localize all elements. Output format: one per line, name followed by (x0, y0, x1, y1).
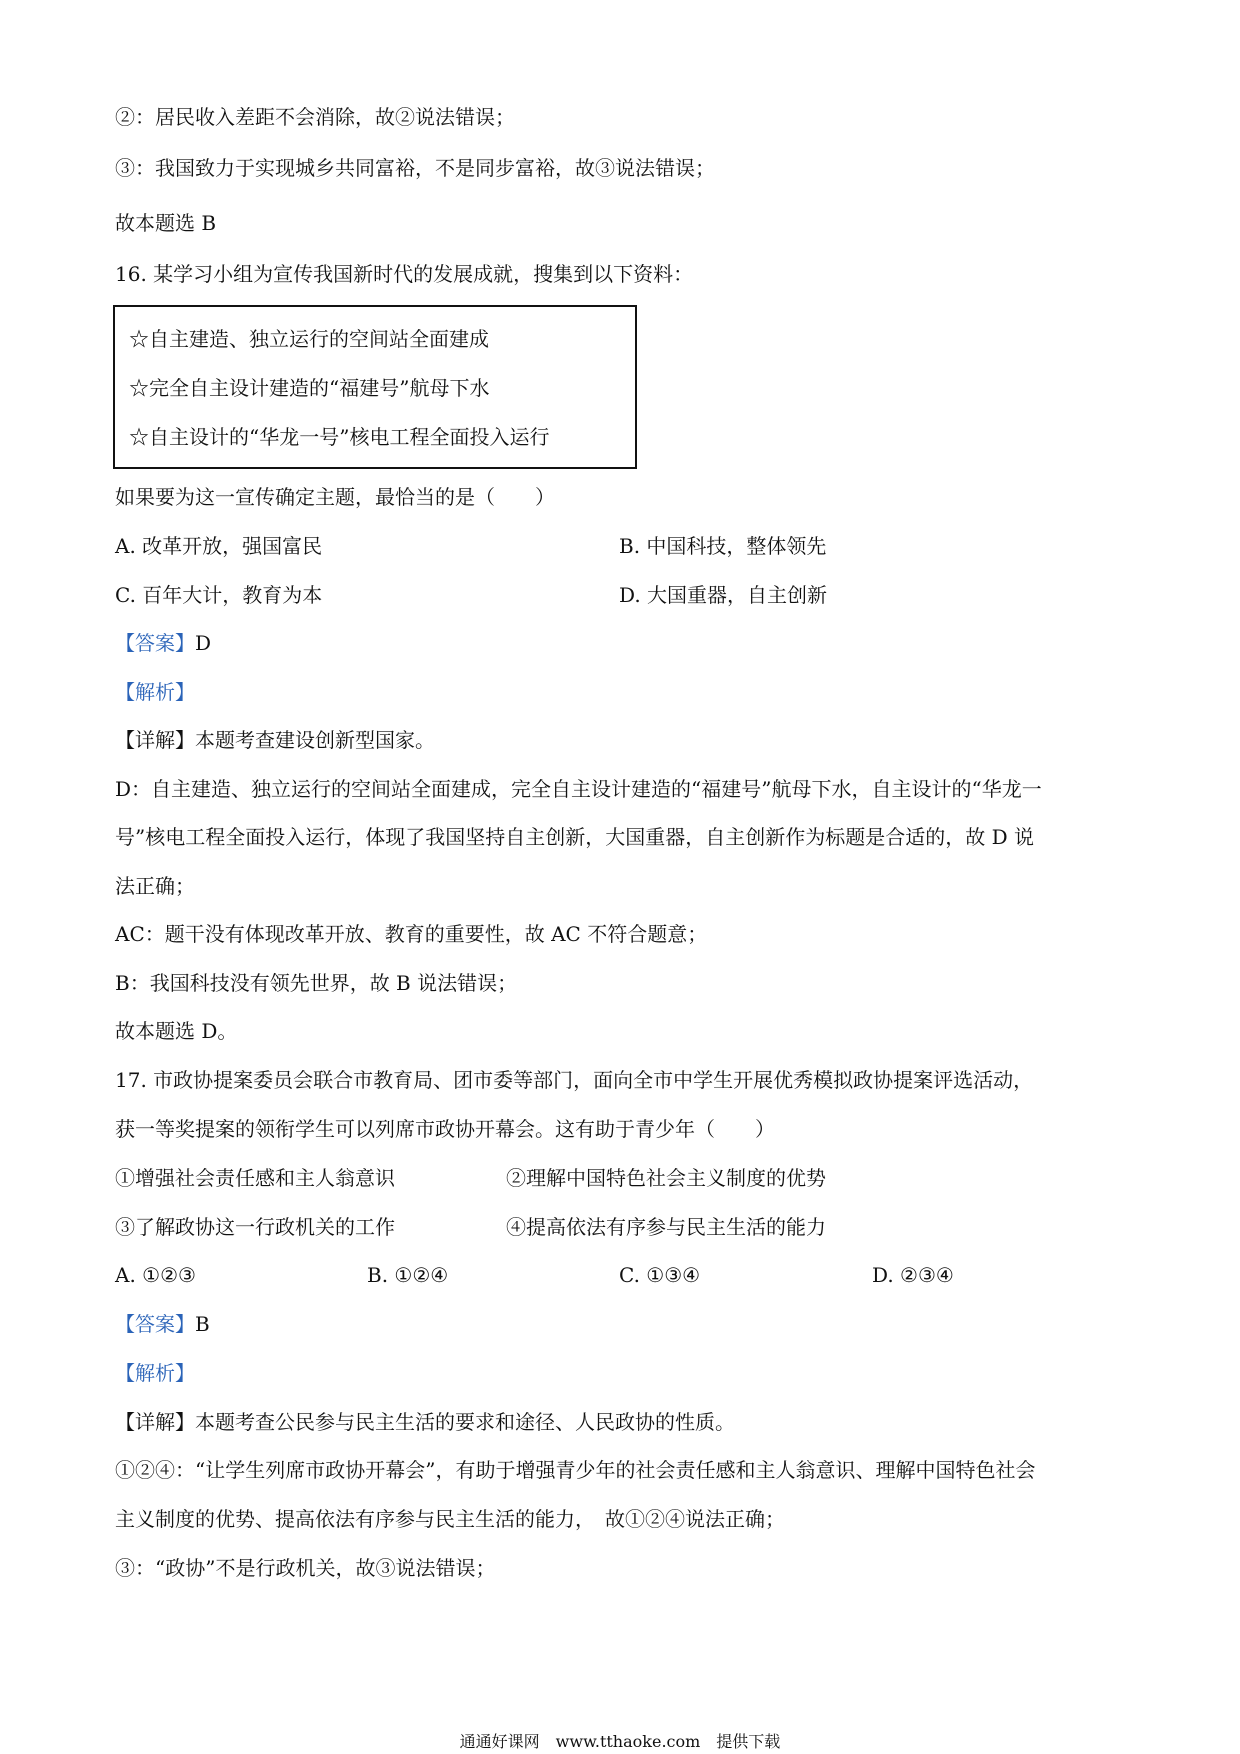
detail-text: 本题考查建设创新型国家。 (195, 728, 435, 752)
q17-option-c: C. ①③④ (619, 1263, 701, 1287)
text-line-3: 故本题选 B (115, 211, 217, 235)
q17-option-a: A. ①②③ (115, 1263, 196, 1287)
detail-text: 本题考查公民参与民主生活的要求和途径、人民政协的性质。 (195, 1410, 735, 1434)
q17-explanation-line: ①②④：“让学生列席市政协开幕会”，有助于增强青少年的社会责任感和主人翁意识、理解中国特色社会 (115, 1458, 1036, 1482)
q16-option-d: D. 大国重器，自主创新 (619, 583, 828, 607)
text-line-2: ③：我国致力于实现城乡共同富裕，不是同步富裕，故③说法错误； (115, 156, 715, 180)
q16-explanation-line: 号”核电工程全面投入运行，体现了我国坚持自主创新，大国重器，自主创新作为标题是合适的，故 D 说 (115, 825, 1034, 849)
q17-statement-2: ②理解中国特色社会主义制度的优势 (506, 1166, 826, 1190)
answer-value: D (195, 631, 212, 655)
q16-material-item: ☆完全自主设计建造的“福建号”航母下水 (129, 376, 490, 400)
q16-detail (115, 728, 435, 752)
q17-explanation-line: ③：“政协”不是行政机关，故③说法错误； (115, 1556, 496, 1580)
q16-material-item: ☆自主建造、独立运行的空间站全面建成 (129, 327, 489, 351)
q17-stem-line-2: 获一等奖提案的领衔学生可以列席市政协开幕会。这有助于青少年（ ） (115, 1117, 775, 1141)
page-footer: 通通好课网 www.tthaoke.com 提供下载 (459, 1732, 781, 1751)
answer-value: B (195, 1312, 210, 1336)
q17-option-b: B. ①②④ (367, 1263, 449, 1287)
q17-explanation-line: 主义制度的优势、提高依法有序参与民主生活的能力， 故①②④说法正确； (115, 1507, 785, 1531)
detail-tag: 【详解】 (115, 1410, 195, 1434)
q16-question: 如果要为这一宣传确定主题，最恰当的是（ ） (115, 485, 555, 509)
analysis-tag: 【解析】 (115, 680, 195, 704)
q16-explanation-line: 法正确； (115, 874, 195, 898)
q17-analysis-tag (115, 1361, 195, 1385)
q17-stem-line-1: 17. 市政协提案委员会联合市教育局、团市委等部门，面向全市中学生开展优秀模拟政协提案评选活动， (115, 1068, 1034, 1092)
q16-material-box (113, 305, 637, 469)
text-line-1: ②：居民收入差距不会消除，故②说法错误； (115, 105, 515, 129)
q16-option-a: A. 改革开放，强国富民 (115, 534, 323, 558)
q16-stem: 16. 某学习小组为宣传我国新时代的发展成就，搜集到以下资料： (115, 262, 694, 286)
q16-explanation-line: AC：题干没有体现改革开放、教育的重要性，故 AC 不符合题意； (115, 922, 708, 946)
q17-statement-1: ①增强社会责任感和主人翁意识 (115, 1166, 395, 1190)
q17-option-d: D. ②③④ (872, 1263, 954, 1287)
q17-detail (115, 1410, 735, 1434)
q16-option-c: C. 百年大计，教育为本 (115, 583, 323, 607)
q16-option-b: B. 中国科技，整体领先 (619, 534, 827, 558)
q17-statement-4: ④提高依法有序参与民主生活的能力 (506, 1215, 826, 1239)
analysis-tag: 【解析】 (115, 1361, 195, 1385)
q17-answer (115, 1312, 210, 1336)
q17-statement-3: ③了解政协这一行政机关的工作 (115, 1215, 395, 1239)
detail-tag: 【详解】 (115, 728, 195, 752)
q16-material-item: ☆自主设计的“华龙一号”核电工程全面投入运行 (129, 425, 550, 449)
answer-tag: 【答案】 (115, 1312, 195, 1336)
q16-analysis-tag (115, 680, 195, 704)
q16-answer (115, 631, 211, 655)
q16-explanation-line: B：我国科技没有领先世界，故 B 说法错误； (115, 971, 518, 995)
q16-explanation-line: 故本题选 D。 (115, 1019, 238, 1043)
q16-explanation-line: D：自主建造、独立运行的空间站全面建成，完全自主设计建造的“福建号”航母下水，自主设计的“华龙一 (115, 777, 1042, 801)
answer-tag: 【答案】 (115, 631, 195, 655)
